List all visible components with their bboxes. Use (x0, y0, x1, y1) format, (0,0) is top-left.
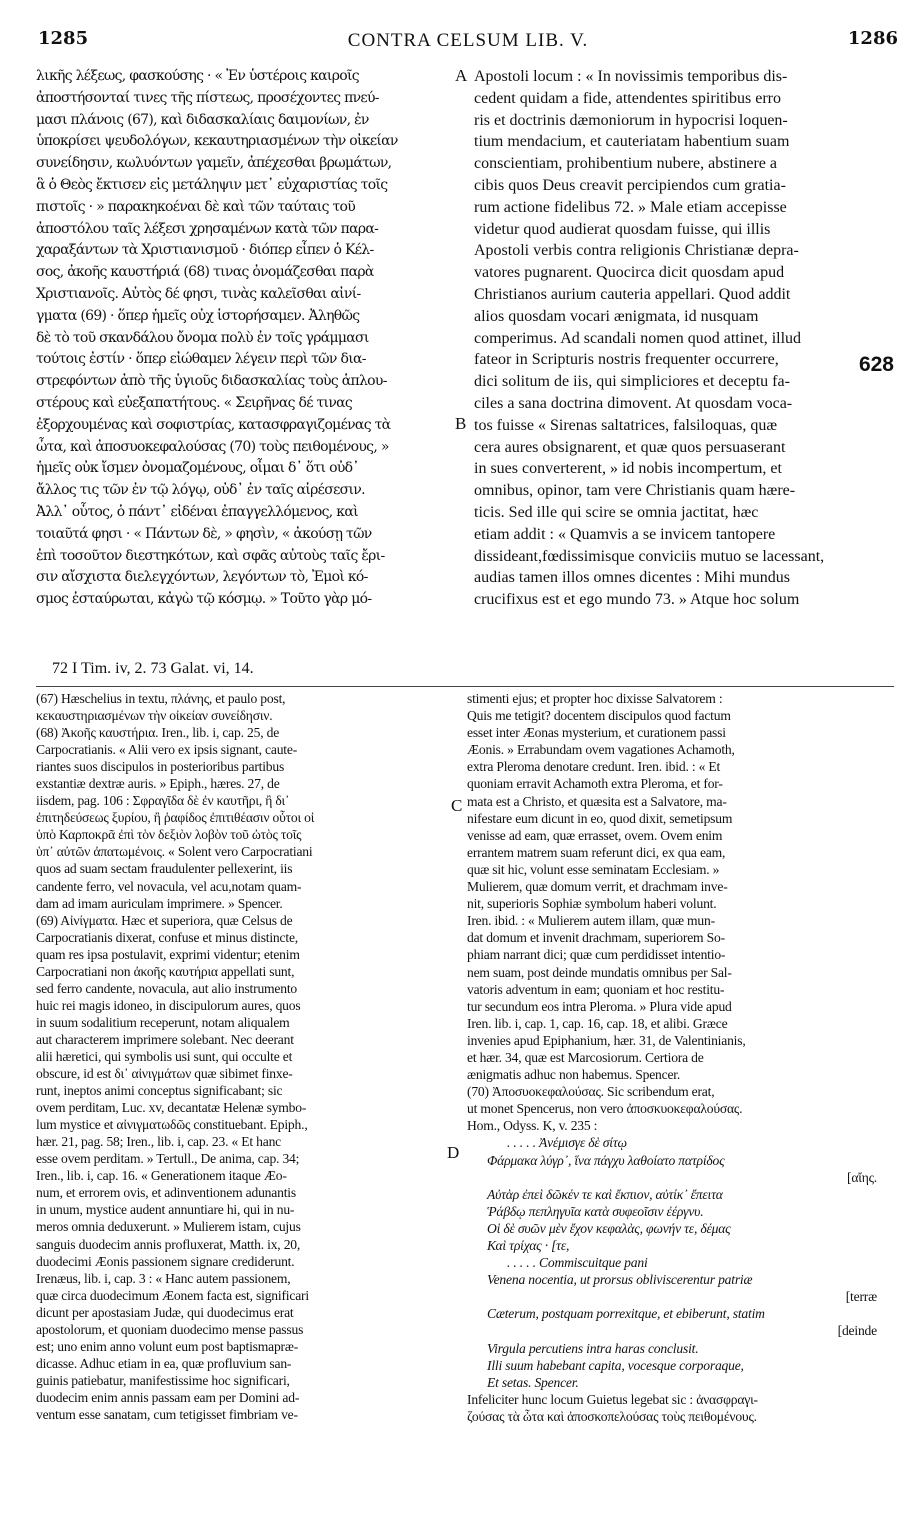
note-line: (70) Ἀποσυοκεφαλούσας. Sic scribendum erat, (467, 1084, 715, 1100)
greek-text-line: ὑποκρίσει ψευδολόγων, κεκαυτηριασμένων τὴν οἰκείαν (36, 133, 398, 150)
note-line: num, et errorem ovis, et adinventionem adunantis (36, 1185, 296, 1201)
note-line: (68) Ἀκοῆς καυστήρια. Iren., lib. i, cap. 25, de (36, 725, 280, 741)
note-line: esse ovem perditam. » Tertull., De anima, cap. 34; (36, 1151, 300, 1167)
greek-text-line: δὲ τὸ τοῦ σκανδάλου ὄνομα πολὺ ἐν τοῖς γράμμασι (36, 329, 369, 346)
latin-text-line: omnibus, opinor, tam vere Christianis quam hære- (474, 482, 796, 500)
note-line: Mulierem, quæ domum verrit, et drachmam inve- (467, 879, 728, 895)
note-line: (67) Hæschelius in textu, πλάνης, et paulo post, (36, 691, 286, 706)
margin-letter-c: C (451, 796, 463, 815)
greek-text-line: συνείδησιν, κωλυόντων γαμεῖν, ἀπέχεσθαι βρωμάτων, (36, 155, 392, 172)
note-line: quæ sit hic, volunt esse seminatam Ecclesiam. » (467, 861, 720, 877)
margin-column-number: 628 (858, 353, 894, 376)
page-header (38, 28, 898, 56)
greek-text-line: σος, ἀκοῆς καυστήριά (68) τινας ὀνομάζεσθαι παρὰ (36, 264, 374, 281)
greek-text-line: χαραξάντων τὰ Χριστιανισμοῦ · διόπερ εἶπεν ὁ Κέλ- (36, 242, 374, 259)
note-line: est; uno enim anno volunt eum post baptismapræ- (36, 1338, 299, 1354)
verse-line-latin: Cæterum, postquam porrexitque, et ebiberunt, statim (487, 1306, 765, 1322)
separator-rule (36, 686, 894, 687)
note-line: Carpocratianis. « Alii vero ex ipsis signant, caute- (36, 742, 298, 758)
note-line: mata est a Christo, et quæsita est a Salvatore, ma- (467, 793, 727, 809)
note-line: ἐπιτηδεύσεως ξυρίου, ἢ ῥαφίδος ἐπιτιθέασιν οὗτοι οἱ (36, 810, 315, 826)
latin-text-line: Christianos aurium cauteria appellari. Quod addit (474, 285, 791, 303)
latin-text-line: Apostoli locum : « In novissimis temporibus dis- (474, 68, 788, 85)
note-line: Carpocratianis dixerat, confuse et minus distincte, (36, 929, 298, 945)
note-line: aut characterem imprimere solebant. Nec deerant (36, 1031, 294, 1047)
note-line: et hær. 34, quæ est Marcosiorum. Certiora de (467, 1049, 704, 1065)
latin-text-line: comperimus. Ad scandali nomen quod attinet, illud (474, 329, 802, 347)
greek-text-line: ἀποστόλου ταῖς λέξεσι χρησαμένων κατὰ τῶν παρα- (36, 220, 379, 237)
note-line: dat domum et invenit drachmam, superiorem So- (467, 930, 725, 946)
note-line: venisse ad eam, quæ errasset, ovem. Ovem enim (467, 827, 723, 843)
note-line: dam ad imam auriculam imprimere. » Spencer. (36, 895, 283, 911)
note-line: ut monet Spencerus, non vero ἀποσκυοκεφαλούσας. (467, 1101, 743, 1117)
note-line: quoniam erravit Achamoth extra Pleroma, et for- (467, 776, 723, 792)
note-line: errantem matrem suam referunt dici, ex qua eam, (467, 844, 726, 860)
note-line: phiam narrant dici; quæ cum perdidisset intentio- (467, 947, 726, 963)
verse-line-latin: Illi suum habebant capita, vocesque corporaque, (487, 1357, 744, 1373)
greek-text-line: ἀποστήσονταί τινες τῆς πίστεως, προσέχοντες πνεύ- (36, 89, 379, 106)
note-line: dicunt per apostasiam Judæ, qui duodecimus erat (36, 1304, 294, 1320)
latin-text-line: audias tamen illos omnes dicentes : Mihi mundus (474, 569, 790, 587)
note-line: (69) Αἰνίγματα. Hæc et superiora, quæ Celsus de (36, 912, 293, 928)
note-line: hær. 21, pag. 58; Iren., lib. i, cap. 23. « Et hanc (36, 1134, 282, 1150)
note-line: vatoris adventum in eam; quoniam et hoc restitu- (467, 981, 725, 997)
note-line: lum mystice et αἰνιγματωδῶς constituebant. Epiph., (36, 1117, 308, 1133)
latin-text-line: ris et doctrinis dæmoniorum in hypocrisi loquen- (474, 111, 788, 129)
note-line: Iren. ibid. : « Mulierem autem illam, quæ mun- (467, 913, 715, 929)
note-line: ζούσας τὰ ὦτα καὶ ἀποσκοπελούσας τοὺς πειθομένους. (467, 1408, 757, 1424)
note-line: quæ circa duodecimum Æonem facta est, significari (36, 1287, 309, 1303)
latin-text-line: in sues converterent, » id nobis incompertum, et (474, 460, 782, 478)
note-line: Quis me tetigit? docentem discipulos quod factum (467, 708, 731, 724)
latin-text-line: alios quosdam vocari ænigmata, id nusquam (474, 307, 759, 325)
greek-text-line: Χριστιανοῖς. Αὐτὸς δέ φησι, τινὰς καλεῖσθαι αἰνί- (36, 285, 361, 302)
note-line: in suum sodalitium receperunt, notam aliqualem (36, 1014, 290, 1030)
verse-line-greek: Καὶ τρίχας · [τε, (487, 1238, 570, 1253)
note-line: huic rei magis idoneo, in discipulorum aures, quos (36, 997, 301, 1013)
note-line: ventum esse sanatam, cum tetigisset fimbriam ve- (36, 1406, 298, 1422)
note-line: Iren. lib. i, cap. 1, cap. 16, cap. 18, et alibi. Græce (467, 1015, 728, 1031)
greek-text-line: γματα (69) · ὅπερ ἡμεῖς οὐχ ἱστορήσαμεν. Ἀληθῶς (36, 307, 360, 324)
note-line: runt, ineptos animi conceptus significabant; sic (36, 1083, 283, 1099)
latin-text-line: fateor in Scripturis nostris frequenter occurrere, (474, 351, 779, 369)
note-line: Irenæus, lib. i, cap. 3 : « Hanc autem passionem, (36, 1270, 291, 1286)
verse-line-greek: [αἴης. (847, 1169, 877, 1185)
latin-text-line: tium mendacium, et cauteriatam habentium suam (474, 133, 790, 151)
note-line: iisdem, pag. 106 : Σφραγῖδα δὲ ἐν καυτῆρι, ἢ δι᾽ (36, 793, 290, 809)
running-title: CONTRA CELSUM LIB. V. (347, 30, 589, 51)
note-line: exstantiæ dextræ auris. » Epiph., hæres. 27, de (36, 776, 280, 792)
greek-text-line: ἡμεῖς οὐκ ἴσμεν ὀνομαζομένους, οἶμαι δ᾽ ὅτι οὐδ᾽ (36, 460, 359, 477)
note-line: ovem perditam, Luc. xv, decantatæ Helenæ symbo- (36, 1100, 307, 1116)
greek-text-column (36, 66, 459, 611)
verse-line-greek: . . . . . Ἀνέμισγε δὲ σίτῳ (507, 1135, 627, 1151)
latin-text-column (474, 66, 894, 611)
greek-text-line: σιν αἴσχιστα διελεγχόντων, λεγόντων τὸ, Ἐμοὶ κό- (36, 569, 368, 586)
note-line: guinis patiebatur, manifestissime hoc significari, (36, 1372, 290, 1388)
verse-line-latin: . . . . . Commiscuitque pani (507, 1255, 648, 1271)
latin-text-line: vatores pugnarent. Quocirca dicit quosdam apud (474, 264, 785, 282)
note-line: alii hæretici, qui symbolis usi sunt, qui occulte et (36, 1048, 293, 1064)
note-line: nit, superioris Sophiæ symbolum haberi volunt. (467, 896, 717, 912)
verse-line-latin: [terræ (845, 1289, 877, 1305)
note-line: Æonis. » Errabundam ovem vagationes Achamoth, (467, 742, 735, 758)
latin-text-line: rum actione fidelibus 72. » Male etiam accepisse (474, 198, 787, 216)
greek-text-line: Ἀλλ᾽ οὗτος, ὁ πάντ᾽ εἰδέναι ἐπαγγελλόμενος, καὶ (36, 503, 358, 520)
verse-line-latin: [deinde (837, 1323, 877, 1339)
note-line: apostolorum, et quoniam duodecimo mense passus (36, 1321, 304, 1337)
note-line: invenies apud Epiphanium, hær. 31, de Valentinianis, (467, 1032, 746, 1048)
latin-text-line: videtur quod audierat quosdam fuisse, qui illis (474, 220, 771, 238)
page-number-left: 1285 (38, 28, 89, 49)
note-line: quam res ipsa postulavit, exprimi videntur; etenim (36, 946, 300, 962)
verse-line-greek: Ῥάβδῳ πεπληγυῖα κατὰ συφεοῖσιν ἐέργνυ. (487, 1203, 704, 1219)
greek-text-line: ἄλλος τις τῶν ἐν τῷ λόγῳ, οὐδ᾽ ἐν ταῖς αἱρέσεσιν. (36, 482, 365, 499)
greek-text-line: στρεφόντων ἀπὸ τῆς ὑγιοῦς διδασκαλίας τοὺς ἁπλου- (36, 373, 387, 390)
latin-text-line: Apostoli verbis contra religionis Christianæ depra- (474, 242, 799, 260)
verse-line-greek: Αὐτὰρ ἐπεὶ δῶκέν τε καὶ ἔκπιον, αὐτίκ᾽ ἔπειτα (487, 1186, 723, 1202)
note-line: extra Pleroma denotare credunt. Iren. ibid. : « Et (467, 759, 721, 775)
note-line: tur secundum eos intra Pleroma. » Plura vide apud (467, 998, 732, 1014)
verse-line-latin: Et setas. Spencer. (487, 1374, 579, 1390)
latin-text-line: etiam addit : « Quamvis a se invicem tantopere (474, 525, 776, 543)
page-number-right: 1286 (847, 28, 898, 49)
greek-text-line: λικῆς λέξεως, φασκούσης · « Ἐν ὑστέροις καιροῖς (36, 68, 359, 84)
latin-text-line: ticis. Sed ille qui scire se omnia jactitat, hæc (474, 503, 759, 521)
latin-text-line: tos fuisse « Sirenas saltatrices, falsiloquas, quæ (474, 416, 778, 434)
margin-letter-d: D (447, 1143, 460, 1162)
note-line: Carpocratiani non ἀκοῆς καυτήρια appellati sunt, (36, 963, 295, 979)
verse-line-greek: Φάρμακα λύγρ᾽, ἵνα πάγχυ λαθοίατο πατρίδος (487, 1152, 725, 1168)
greek-text-line: πιστοῖς · » παρακηκοέναι δὲ καὶ τῶν ταύταις τοῦ (36, 198, 356, 215)
note-line: ὑπ᾽ αὐτῶν ἀπατωμένοις. « Solent vero Carpocratiani (36, 844, 313, 860)
margin-letter-b: B (455, 414, 467, 433)
note-line: candente ferro, vel novacula, vel acu,notam quam- (36, 878, 302, 894)
greek-text-line: τοιαῦτά φησι · « Πάντων δὲ, » φησὶν, « ἀκούσῃ τῶν (36, 525, 372, 542)
note-line: sed ferro candente, novacula, aut alio instrumento (36, 980, 298, 996)
note-line: meros omnia deduxerunt. » Mulierem istam, cujus (36, 1219, 301, 1235)
verse-line-latin: Venena nocentia, ut prorsus obliviscerentur patriæ (487, 1272, 753, 1288)
scripture-references: 72 I Tim. iv, 2. 73 Galat. vi, 14. (52, 660, 254, 677)
verse-line-latin: Virgula percutiens intra haras conclusit. (487, 1340, 699, 1356)
latin-text-line: cedent quidam a fide, attendentes spiritibus erro (474, 89, 782, 107)
note-line: nifestare eum dicunt in eo, quod dixit, semetipsum (467, 810, 733, 826)
latin-text-line: dici solitum de iis, qui simpliciores et deceptu fa- (474, 373, 790, 391)
latin-text-line: cibis quos Deus creavit percipiendos cum gratia- (474, 176, 786, 194)
margin-letter-a: A (455, 66, 468, 85)
note-line: esset inter Æonas mysterium, et curationem passi (467, 725, 726, 741)
note-line: sanguis duodecim annis profluxerat, Matth. ix, 20, (36, 1236, 301, 1252)
note-line: κεκαυστηριασμένων τὴν οἰκείαν συνείδησιν. (36, 708, 273, 724)
note-line: duodecim enim annis passam eam per Domini ad- (36, 1389, 300, 1405)
note-line: obscure, id est δι᾽ αἰνιγμάτων quæ sibimet finxe- (36, 1066, 293, 1082)
note-line: Iren., lib. i, cap. 16. « Generationem itaque Æo- (36, 1168, 287, 1184)
greek-text-line: ἐξορχουμένας καὶ σοφιστρίας, κατασφραγιζομένας τὰ (36, 416, 391, 433)
latin-text-line: conscientiam, prohibentium nubere, abstinere a (474, 155, 778, 173)
note-line: Infeliciter hunc locum Guietus legebat sic : ἀνασφραγι- (467, 1391, 758, 1407)
latin-text-line: crucifixus est et ego mundo 73. » Atque hoc solum (474, 591, 800, 609)
latin-text-line: dissideant,fœdissimisque conviciis mutuo se lacessant, (474, 547, 825, 565)
note-line: stimenti ejus; et propter hoc dixisse Salvatorem : (467, 691, 723, 706)
greek-text-line: τούτοις ἐστίν · ὅπερ εἰώθαμεν λέγειν περὶ τῶν δια- (36, 351, 366, 368)
greek-text-line: ὦτα, καὶ ἀποσυοκεφαλούσας (70) τοὺς πειθομένους, » (36, 438, 389, 455)
verse-line-greek: Οἱ δὲ συῶν μὲν ἔχον κεφαλὰς, φωνήν τε, δέμας (487, 1220, 731, 1236)
note-line: dicasse. Adhuc etiam in ea, quæ profluvium san- (36, 1355, 292, 1371)
note-line: riantes suos discipulos in posterioribus partibus (36, 759, 285, 775)
notes-left-column (36, 690, 454, 1423)
greek-text-line: ἐπὶ τοσοῦτον διεστηκότων, καὶ σφᾶς αὐτοὺς ταῖς ἔρι- (36, 547, 385, 564)
greek-text-line: σμος ἐσταύρωται, κἀγὼ τῷ κόσμῳ. » Τοῦτο γὰρ μό- (36, 591, 372, 608)
note-line: in unum, mystice audent annuntiare hi, qui in nu- (36, 1202, 295, 1218)
note-line: ænigmatis adhuc non habemus. Spencer. (467, 1067, 681, 1083)
note-line: quos ad suam sectam fraudulenter pellexerint, iis (36, 861, 293, 877)
greek-text-line: ἃ ὁ Θεὸς ἔκτισεν εἰς μετάληψιν μετ᾽ εὐχαριστίας τοῖς (36, 176, 388, 193)
note-line: ὑπὸ Καρποκρᾶ ἐπὶ τὸν δεξιὸν λοβὸν τοῦ ὠτὸς τοῖς (36, 827, 302, 843)
note-line: nem suam, post deinde mundatis omnibus per Sal- (467, 964, 732, 980)
notes-right-column (467, 690, 897, 1425)
note-line: Hom., Odyss. K, v. 235 : (467, 1118, 598, 1134)
greek-text-line: στέρους καὶ εὐεξαπατήτους. « Σειρῆνας δέ τινας (36, 394, 353, 411)
note-line: duodecimi Æonis passionem signare crediderunt. (36, 1253, 295, 1269)
greek-text-line: μασι πλάνοις (67), καὶ διδασκαλίαις δαιμονίων, ἐν (36, 111, 369, 128)
latin-text-line: ciles a sana doctrina dimovent. At quosdam voca- (474, 394, 793, 412)
latin-text-line: cera aures obsignarent, et quæ quos persuaserant (474, 438, 786, 456)
